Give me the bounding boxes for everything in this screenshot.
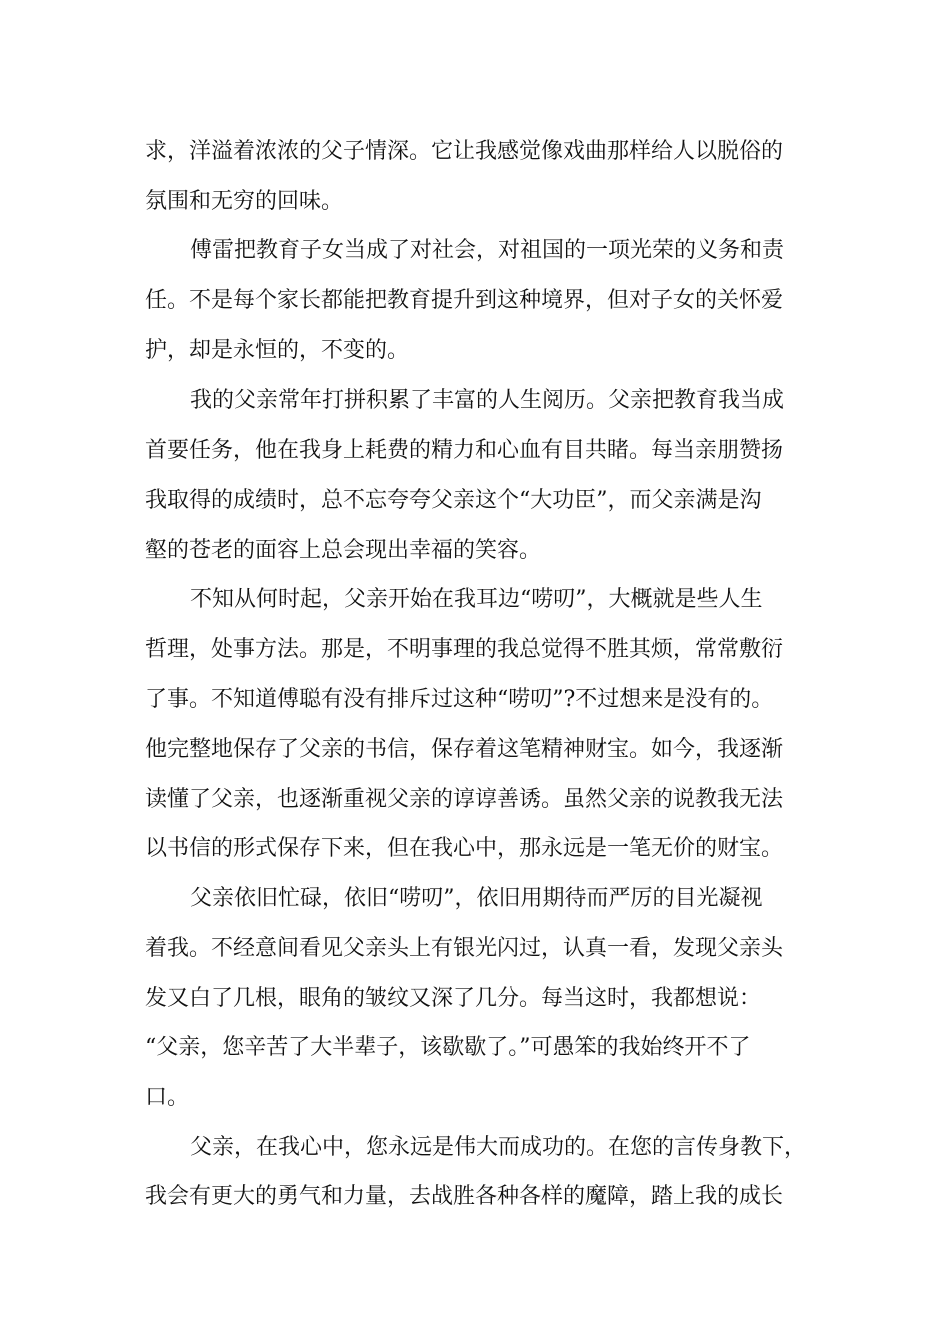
text-line: 发又白了几根，眼角的皱纹又深了几分。每当这时，我都想说： [145,986,762,1011]
text-line: 了事。不知道傅聪有没有排斥过这种“唠叨”?不过想来是没有的。 [145,687,774,712]
text-line: 读懂了父亲，也逐渐重视父亲的谆谆善诱。虽然父亲的说教我无法 [145,787,784,812]
text-line: 着我。不经意间看见父亲头上有银光闪过，认真一看，发现父亲头 [145,936,784,961]
paragraph-first-line: 父亲依旧忙碌，依旧“唠叨”，依旧用期待而严厉的目光凝视 [190,886,763,911]
paragraph-first-line: 不知从何时起，父亲开始在我耳边“唠叨”，大概就是些人生 [190,587,763,612]
text-line: 哲理，处事方法。那是，不明事理的我总觉得不胜其烦，常常敷衍 [145,637,784,662]
text-line: 求，洋溢着浓浓的父子情深。它让我感觉像戏曲那样给人以脱俗的 [145,139,784,164]
paragraph-first-line: 我的父亲常年打拼积累了丰富的人生阅历。父亲把教育我当成 [190,388,785,413]
paragraph-first-line: 父亲，在我心中，您永远是伟大而成功的。在您的言传身教下， [190,1135,807,1160]
text-line: 口。 [145,1085,190,1110]
text-line: 首要任务，他在我身上耗费的精力和心血有目共睹。每当亲朋赞扬 [145,438,784,463]
paragraph-first-line: 傅雷把教育子女当成了对社会，对祖国的一项光荣的义务和责 [190,238,785,263]
text-line: 我会有更大的勇气和力量，去战胜各种各样的魔障，踏上我的成长 [145,1184,784,1209]
text-line: 护，却是永恒的，不变的。 [145,338,410,363]
text-line: 我取得的成绩时，总不忘夸夸父亲这个“大功臣”，而父亲满是沟 [145,488,762,513]
text-line: 壑的苍老的面容上总会现出幸福的笑容。 [145,538,542,563]
text-line: 任。不是每个家长都能把教育提升到这种境界，但对子女的关怀爱 [145,288,784,313]
text-line: 氛围和无穷的回味。 [145,189,344,214]
text-line: 他完整地保存了父亲的书信，保存着这笔精神财宝。如今，我逐渐 [145,737,784,762]
text-line: 以书信的形式保存下来，但在我心中，那永远是一笔无价的财宝。 [145,836,784,861]
text-line: “父亲，您辛苦了大半辈子，该歇歇了。”可愚笨的我始终开不了 [145,1035,751,1060]
